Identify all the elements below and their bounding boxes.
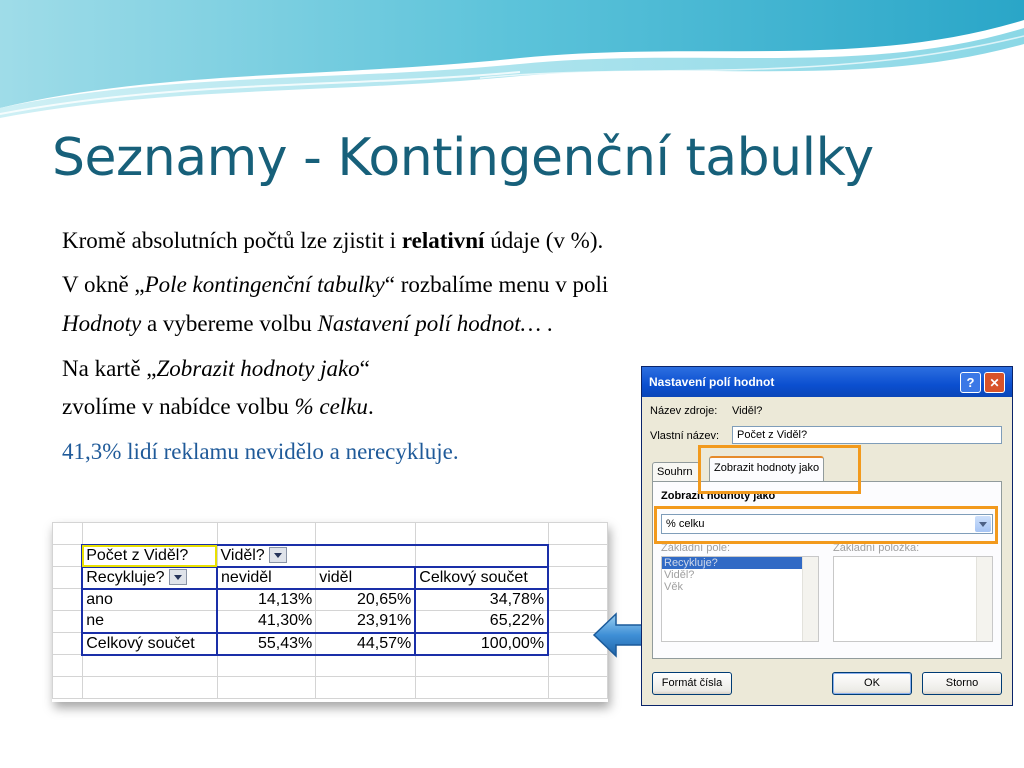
total-cell: 44,57% <box>316 633 416 655</box>
tab-show-values-as[interactable]: Zobrazit hodnoty jako <box>709 456 824 481</box>
source-name-label: Název zdroje: <box>650 405 718 417</box>
list-item[interactable]: Viděl? <box>664 569 695 581</box>
value-field-settings-dialog <box>641 366 1013 706</box>
paragraph-percent-total: zvolíme v nabídce volbu % celku. <box>62 394 374 419</box>
list-item[interactable]: Věk <box>664 581 683 593</box>
value-cell: 65,22% <box>415 611 548 633</box>
column-field-cell[interactable]: Viděl? <box>217 545 316 567</box>
dialog-title: Nastavení polí hodnot <box>649 375 775 389</box>
close-button[interactable] <box>984 372 1005 393</box>
table-row <box>53 611 608 633</box>
header-wave-decoration <box>0 0 1024 130</box>
row-label: ne <box>82 611 217 633</box>
paragraph-values-field: Hodnoty a vybereme volbu Nastavení polí hodnot… . <box>62 311 553 336</box>
base-field-label: Základní pole: <box>661 542 731 554</box>
tab-highlight-box <box>698 445 861 494</box>
base-item-label: Základní položka: <box>833 542 920 554</box>
table-row <box>53 589 608 611</box>
paragraph-conclusion: 41,3% lidí reklamu nevidělo a nerecykluje. <box>62 439 459 464</box>
row-label: ano <box>82 589 217 611</box>
total-cell: 55,43% <box>217 633 316 655</box>
base-item-list[interactable] <box>833 556 993 642</box>
show-values-as-label: Zobrazit hodnoty jako <box>661 490 776 502</box>
paragraph-relative-data: Kromě absolutních počtů lze zjistit i relativní údaje (v %). <box>62 228 604 253</box>
slide-title: Seznamy - Kontingenční tabulky <box>52 128 874 188</box>
paragraph-pivot-window: V okně „Pole kontingenční tabulky“ rozbalíme menu v poli <box>62 272 609 297</box>
row-field-cell[interactable]: Recykluje? <box>82 567 217 589</box>
table-row <box>53 633 608 655</box>
value-cell: 34,78% <box>415 589 548 611</box>
column-header: neviděl <box>217 567 316 589</box>
column-header: Celkový součet <box>415 567 548 589</box>
pivot-table <box>52 522 608 699</box>
value-cell: 20,65% <box>316 589 416 611</box>
column-header: viděl <box>316 567 416 589</box>
base-field-list[interactable] <box>661 556 819 642</box>
value-cell: 41,30% <box>217 611 316 633</box>
pivot-table-screenshot <box>52 522 608 702</box>
row-filter-dropdown-icon[interactable] <box>169 569 187 585</box>
help-icon: ? <box>966 375 975 390</box>
column-filter-dropdown-icon[interactable] <box>269 547 287 563</box>
tab-summary[interactable]: Souhrn <box>652 462 700 481</box>
list-item[interactable]: Recykluje? <box>662 557 818 569</box>
option-highlight-box <box>654 506 998 544</box>
ok-button[interactable]: OK <box>832 672 912 695</box>
dialog-title-bar[interactable] <box>642 367 1012 397</box>
value-cell: 14,13% <box>217 589 316 611</box>
total-cell: 100,00% <box>415 633 548 655</box>
scrollbar[interactable] <box>802 557 818 641</box>
close-icon: ✕ <box>989 376 1000 390</box>
paragraph-show-values-tab: Na kartě „Zobrazit hodnoty jako“ <box>62 356 370 381</box>
cancel-button[interactable]: Storno <box>922 672 1002 695</box>
custom-name-label: Vlastní název: <box>650 430 720 442</box>
value-cell: 23,91% <box>316 611 416 633</box>
number-format-button[interactable]: Formát čísla <box>652 672 732 695</box>
scrollbar[interactable] <box>976 557 992 641</box>
pivot-corner-cell[interactable]: Počet z Viděl? <box>82 545 217 567</box>
custom-name-input[interactable]: Počet z Viděl? <box>732 426 1002 444</box>
source-name-value: Viděl? <box>732 405 763 417</box>
help-button[interactable] <box>960 372 981 393</box>
selected-option: % celku <box>666 518 705 530</box>
row-label: Celkový součet <box>82 633 217 655</box>
